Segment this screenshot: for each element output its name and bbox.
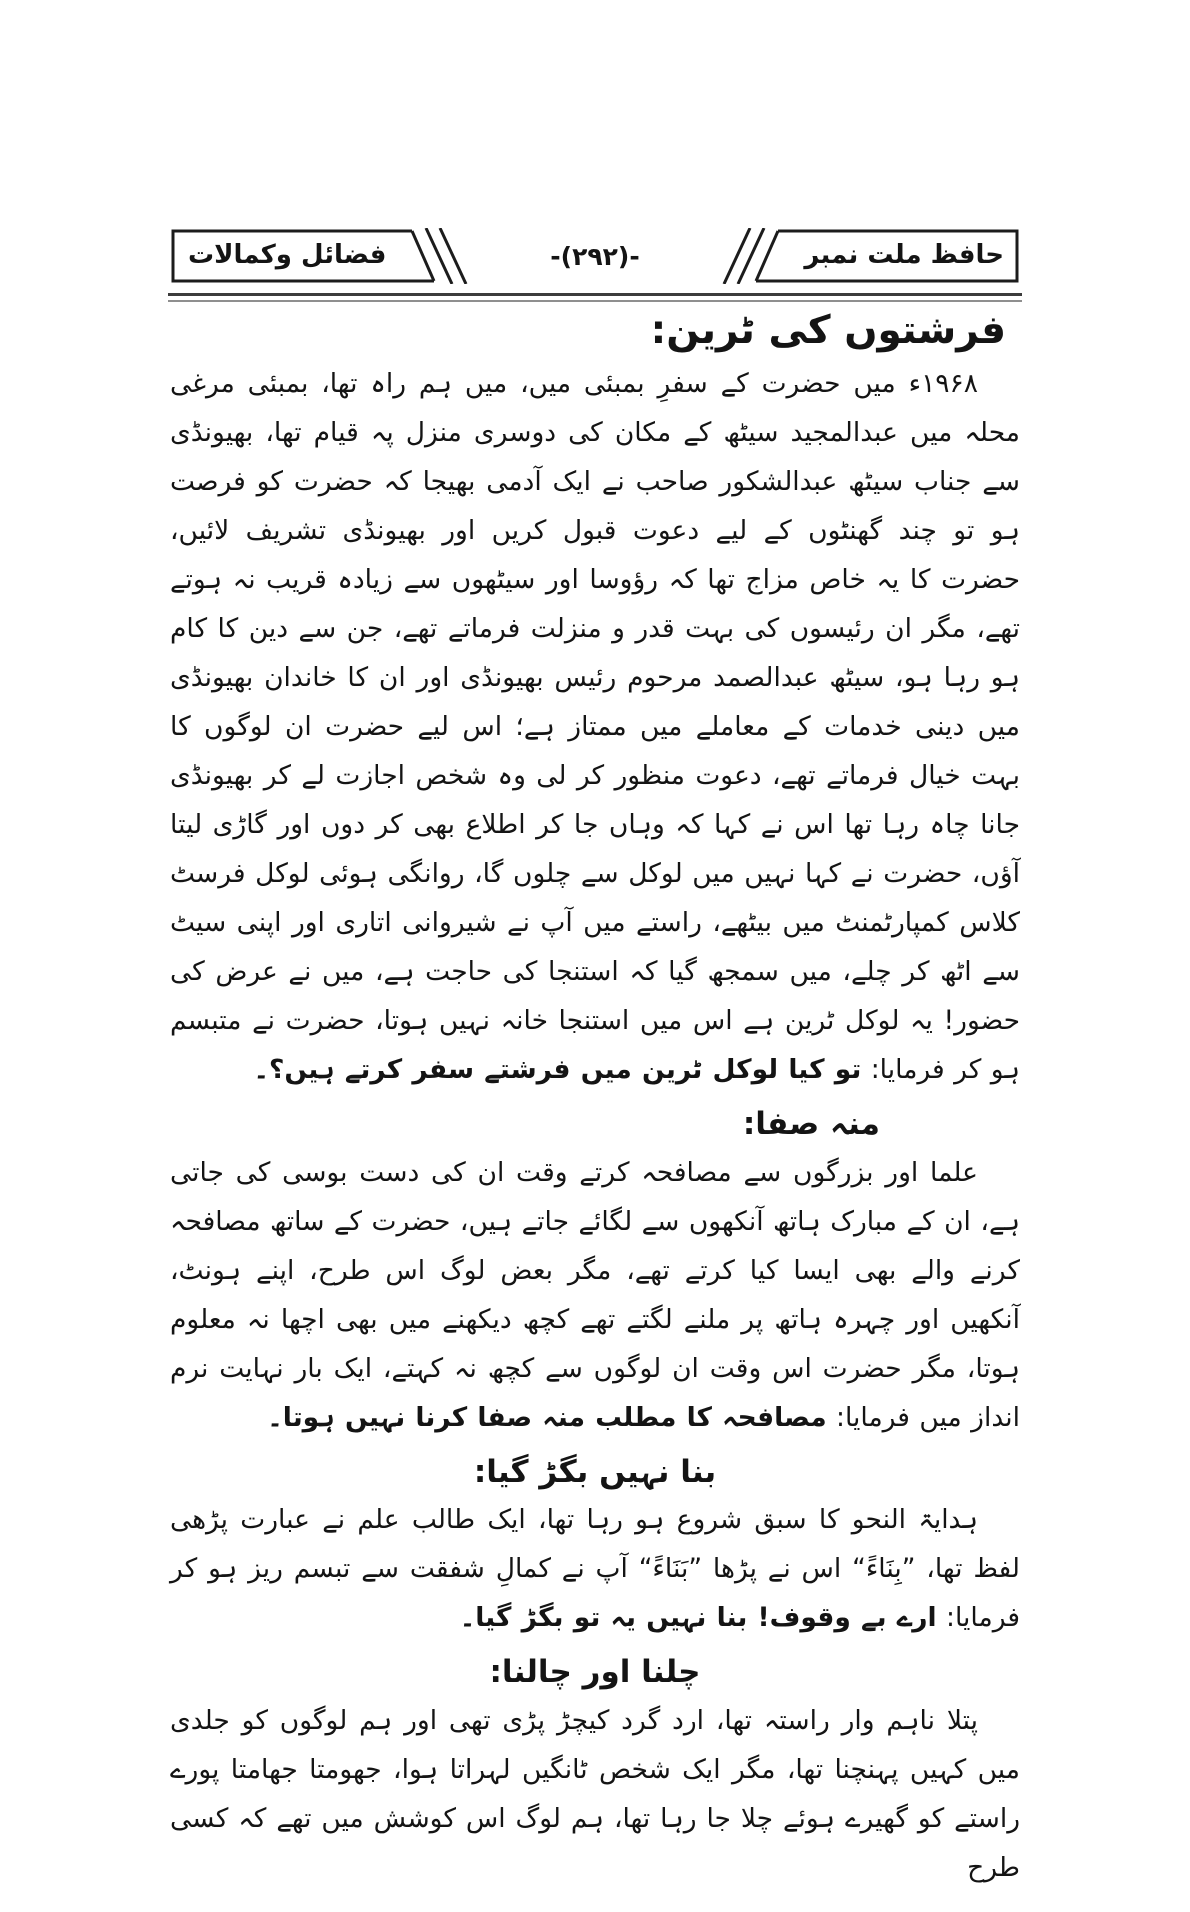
section-munh-safa-heading: منہ صفا: xyxy=(742,1105,880,1142)
paragraph-text: ہدایۃ النحو کا سبق شروع ہو رہا تھا، ایک طالب علم نے عبارت پڑھی لفظ تھا، ”بِنَاءً“ اس نے پڑھا ”بَنَاءً“ آپ نے کمالِ شفقت سے تبسم ریز ہو کر فرمایا: xyxy=(170,1504,1020,1634)
bold-quote: ارے بے وقوف! بنا نہیں یہ تو بگڑ گیا۔ xyxy=(459,1602,937,1634)
section-munh-safa-paragraph xyxy=(170,1148,1020,1442)
section-bana-nahin xyxy=(170,1452,1020,1643)
section-angels-train-heading: فرشتوں کی ٹرین: xyxy=(650,308,1006,353)
bold-quote: مصافحہ کا مطلب منہ صفا کرنا نہیں ہوتا۔ xyxy=(267,1401,827,1433)
section-bana-nahin-paragraph xyxy=(170,1495,1020,1642)
paragraph-text: علما اور بزرگوں سے مصافحہ کرتے وقت ان کی دست بوسی کی جاتی ہے، ان کے مبارک ہاتھ آنکھوں سے لگائے جاتے ہیں، حضرت کے ساتھ مصافحہ کرنے والے بھی ایسا کیا کرتے تھے، مگر بعض لوگ اس طرح، اپنے ہونٹ، آنکھیں اور چہرہ ہاتھ پر ملنے لگتے تھے کچھ دیکھنے میں بھی اچھا نہ معلوم ہوتا، مگر حضرت اس وقت ان لوگوں سے کچھ نہ کہتے، ایک بار نہایت نرم انداز میں فرمایا: xyxy=(170,1156,1020,1433)
section-chalna-heading: چلنا اور چالنا: xyxy=(489,1654,701,1691)
header-right-box xyxy=(708,228,1020,284)
section-bana-nahin-heading: بنا نہیں بگڑ گیا: xyxy=(473,1453,717,1490)
page xyxy=(0,228,1190,1912)
header-left-box xyxy=(170,228,482,284)
paragraph-text: پتلا ناہم وار راستہ تھا، ارد گرد کیچڑ پڑی تھی اور ہم لوگوں کو جلدی میں کہیں پہنچنا تھا، مگر ایک شخص ٹانگیں لہراتا ہوا، جھومتا جھامتا پورے راستے کو گھیرے ہوئے چلا جا رہا تھا، ہم لوگ اس کوشش میں تھے کہ کسی طرح xyxy=(170,1705,1020,1884)
section-chalna-paragraph xyxy=(170,1696,1020,1892)
header-page-number: -(۲۹۲)- xyxy=(550,241,640,271)
section-angels-train-paragraph xyxy=(170,359,1020,1094)
bold-quote: تو کیا لوکل ٹرین میں فرشتے سفر کرتے ہیں؟۔ xyxy=(253,1053,862,1085)
paragraph-text: ۱۹۶۸ء میں حضرت کے سفرِ بمبئی میں، میں ہم راہ تھا، بمبئی مرغی محلہ میں عبدالمجید سیٹھ کے مکان کی دوسری منزل پہ قیام تھا، بھیونڈی سے جناب سیٹھ عبدالشکور صاحب نے ایک آدمی بھیجا کہ حضرت کو فرصت ہو تو چند گھنٹوں کے لیے دعوت قبول کریں اور بھیونڈی تشریف لائیں، حضرت کا یہ خاص مزاج تھا کہ رؤوسا اور سیٹھوں سے زیادہ قریب نہ ہوتے تھے، مگر ان رئیسوں کی بہت قدر و منزلت فرماتے تھے، جن سے دین کا کام ہو رہا ہو، سیٹھ عبدالصمد مرحوم رئیس بھیونڈی اور ان کا خاندان بھیونڈی میں دینی خدمات کے معاملے میں ممتاز ہے؛ اس لیے حضرت ان لوگوں کا بہت خیال فرماتے تھے، دعوت منظور کر لی وہ شخص اجازت لے کر بھیونڈی جانا چاہ رہا تھا اس نے کہا کہ وہاں جا کر اطلاع بھی کر دوں اور گاڑی لیتا آؤں، حضرت نے کہا نہیں میں لوکل سے چلوں گا، روانگی ہوئی لوکل فرسٹ کلاس کمپارٹمنٹ میں بیٹھے، راستے میں آپ نے شیروانی اتاری اور اپنی سیٹ سے اٹھ کر چلے، میں سمجھ گیا کہ استنجا کی حاجت ہے، میں نے عرض کی حضور! یہ لوکل ٹرین ہے اس میں استنجا خانہ نہیں ہوتا، حضرت نے متبسم ہو کر فرمایا: xyxy=(170,367,1020,1085)
section-chalna xyxy=(170,1652,1020,1892)
section-munh-safa xyxy=(170,1104,1020,1442)
header-title-right: حافظ ملت نمبر xyxy=(804,239,1004,270)
page-content xyxy=(170,306,1020,1892)
section-angels-train xyxy=(170,306,1020,1094)
header-title-left: فضائل وکمالات xyxy=(188,239,387,270)
double-rule xyxy=(168,293,1022,302)
page-header xyxy=(170,228,1020,284)
